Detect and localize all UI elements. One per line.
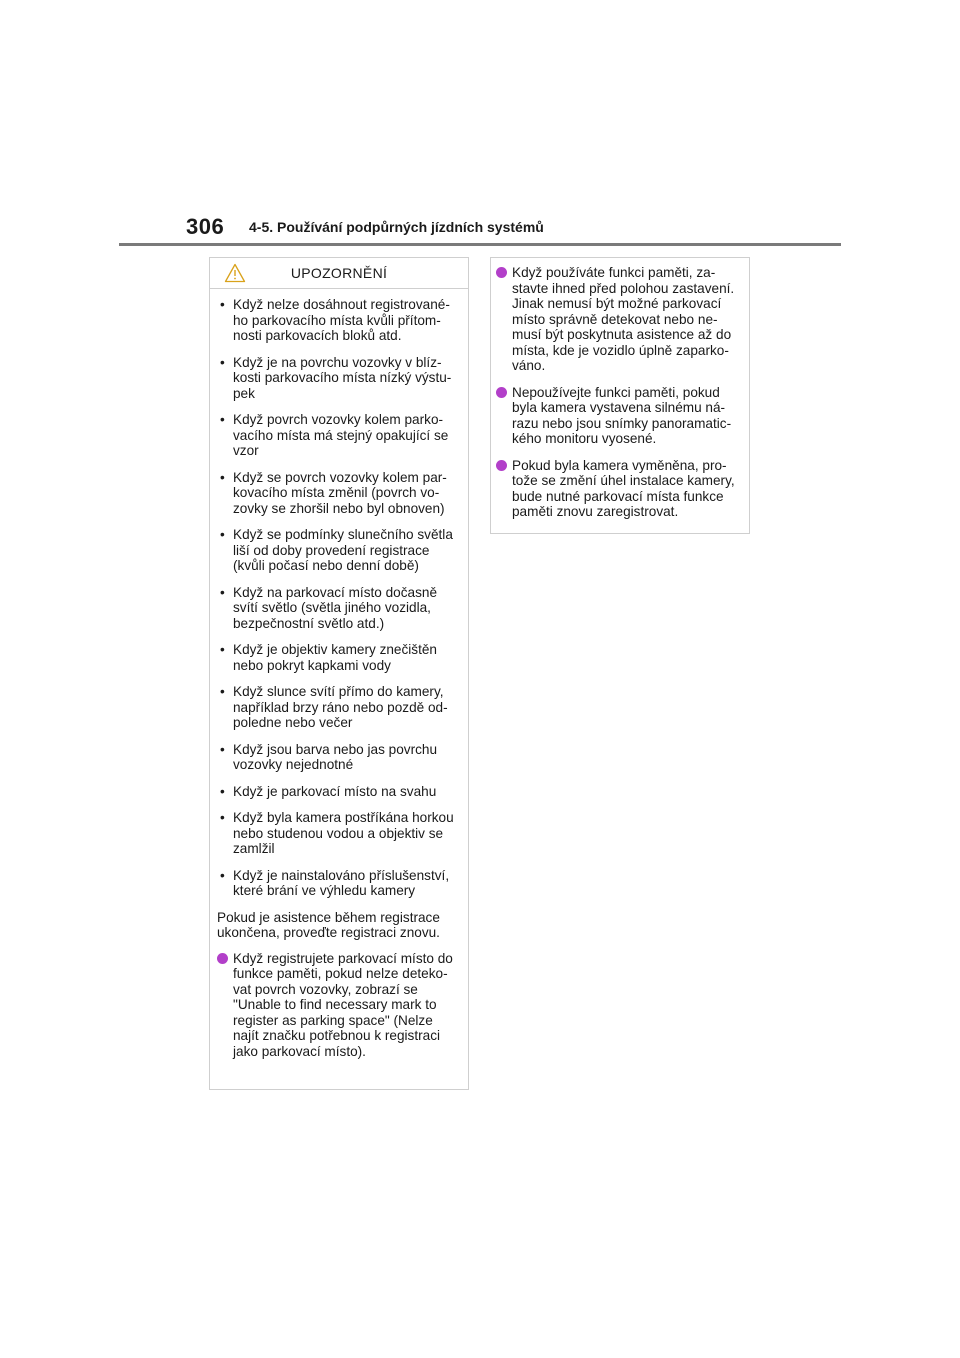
point-text: Když registrujete parkovací místo do funkce paměti, pokud nelze deteko-vat povrch vozovky, zobrazí se "Unable to find necessary mark to register as parking space" (Nelze najít značku potřebnou k registraci jako parkovací místo). xyxy=(233,950,453,1059)
bullet-circle-icon xyxy=(217,953,228,964)
bullet-text: Když je parkovací místo na svahu xyxy=(233,783,437,799)
bullet-circle-icon xyxy=(496,387,507,398)
bullet-text: Když je na povrchu vozovky v blíz-kosti parkovacího místa nízký výstu-pek xyxy=(233,354,452,401)
bullet-text: Když jsou barva nebo jas povrchu vozovky nejednotné xyxy=(233,741,438,772)
bullet-text: Když se podmínky slunečního světla liší od doby provedení registrace (kvůli počasí nebo denní době) xyxy=(233,527,453,573)
point-text: Pokud byla kamera vyměněna, pro-tože se změní úhel instalace kamery, bude nutné parkovací místa funkce paměti znovu zaregistrovat. xyxy=(512,457,735,519)
caution-bullet: • Když je parkovací místo na svahu xyxy=(220,783,437,799)
notes-body xyxy=(491,258,749,520)
bullet-text: Když se povrch vozovky kolem par-kovacího místa změnil (povrch vo-zovky se zhoršil nebo byl obnoven) xyxy=(233,469,447,516)
note-point xyxy=(496,458,743,520)
caution-bullet: • Když nelze dosáhnout registrované-ho parkovacího místa kvůli přítom-nosti parkovacích bloků atd. xyxy=(220,297,450,343)
section-title: 4-5. Používání podpůrných jízdních systémů xyxy=(249,219,544,235)
caution-bullet: • Když se podmínky slunečního světla liší od doby provedení registrace (kvůli počasí nebo denní době) xyxy=(220,527,453,573)
bullet-circle-icon xyxy=(496,460,507,471)
bullet-text: Když je objektiv kamery znečištěn nebo pokryt kapkami vody xyxy=(233,642,437,673)
bullet-text: Když nelze dosáhnout registrované-ho parkovacího místa kvůli přítom-nosti parkovacích bloků atd. xyxy=(233,297,450,343)
notes-box xyxy=(490,257,750,534)
bullet-text: Když byla kamera postříkána horkou nebo studenou vodou a objektiv se zamlžil xyxy=(233,810,454,856)
note-point xyxy=(496,385,743,447)
caution-bullet: • Když povrch vozovky kolem parko-vacího místa má stejný opakující se vzor xyxy=(220,412,449,458)
caution-bullet: • Když se povrch vozovky kolem par-kovacího místa změnil (povrch vo-zovky se zhoršil nebo byl obnoven) xyxy=(220,469,447,516)
caution-bullet: • Když je objektiv kamery znečištěn nebo pokryt kapkami vody xyxy=(220,642,437,673)
caution-bullet: • Když slunce svítí přímo do kamery, například brzy ráno nebo pozdě od-poledne nebo večer xyxy=(220,684,448,730)
bullet-circle-icon xyxy=(496,267,507,278)
caution-box xyxy=(209,257,469,1090)
caution-bullet: • Když na parkovací místo dočasně svítí světlo (světla jiného vozidla, bezpečnostní světlo atd.) xyxy=(220,584,438,631)
caution-body xyxy=(210,289,468,1059)
caution-label: UPOZORNĚNÍ xyxy=(290,265,388,281)
caution-bullet: • Když byla kamera postříkána horkou nebo studenou vodou a objektiv se zamlžil xyxy=(220,810,454,856)
caution-bullet: • Když je na povrchu vozovky v blíz-kosti parkovacího místa nízký výstu-pek xyxy=(220,354,452,401)
caution-header xyxy=(210,258,468,289)
note-point xyxy=(496,265,743,374)
header-rule xyxy=(119,243,841,246)
caution-bullet: • Když jsou barva nebo jas povrchu vozovky nejednotné xyxy=(220,741,438,772)
point-text: Nepoužívejte funkci paměti, pokud byla kamera vystavena silnému ná-razu nebo jsou snímky panoramatic-kého monitoru vyosené. xyxy=(512,384,732,446)
caution-bullet: • Když je nainstalováno příslušenství, které brání ve výhledu kamery xyxy=(220,867,450,898)
bullet-text: Když na parkovací místo dočasně svítí světlo (světla jiného vozidla, bezpečnostní světlo atd.) xyxy=(233,584,438,631)
bullet-text: Když povrch vozovky kolem parko-vacího místa má stejný opakující se vzor xyxy=(233,412,449,458)
point-text: Když používáte funkci paměti, za-stavte ihned před polohou zastavení. Jinak nemusí být možné parkovací místo správně detekovat nebo ne-musí být poskytnuta asistence až do místa, kde je vozidlo úplně zaparko-váno. xyxy=(512,265,735,373)
warning-triangle-icon xyxy=(224,263,246,283)
bullet-text: Když je nainstalováno příslušenství, které brání ve výhledu kamery xyxy=(233,867,450,898)
bullet-text: Když slunce svítí přímo do kamery, například brzy ráno nebo pozdě od-poledne nebo večer xyxy=(233,684,448,730)
page-number: 306 xyxy=(186,214,225,239)
caution-point xyxy=(217,951,462,1060)
caution-paragraph: Pokud je asistence během registrace ukončena, proveďte registraci znovu. xyxy=(217,909,440,940)
